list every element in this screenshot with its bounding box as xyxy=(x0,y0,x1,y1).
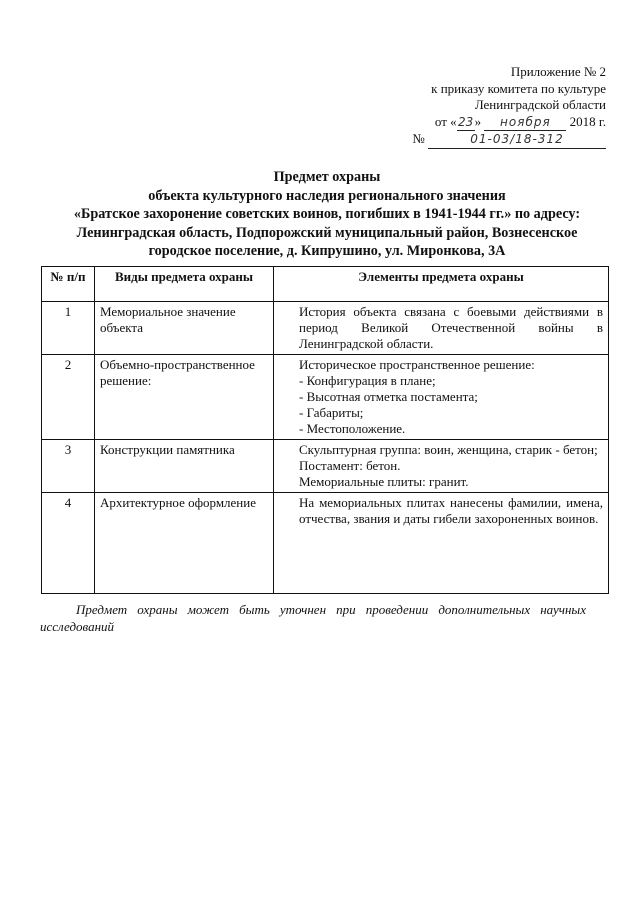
appendix-title: Приложение № 2 xyxy=(510,64,606,79)
appendix-date xyxy=(380,114,606,132)
header-num: № п/п xyxy=(42,267,95,302)
footnote: Предмет охраны может быть уточнен при проведении дополнительных научных исследований xyxy=(40,602,586,634)
title-line-5: городское поселение, д. Кипрушино, ул. Миронкова, 3А xyxy=(148,243,506,260)
element-line: На мемориальных плитах нанесены фамилии, имена, отчества, звания и даты гибели захороненных воинов. xyxy=(299,495,603,526)
row-elements xyxy=(274,302,609,355)
date-year: 2018 г. xyxy=(569,113,606,129)
title-line-3: «Братское захоронение советских воинов, погибших в 1941-1944 гг.» по адресу: xyxy=(73,206,581,223)
appendix-order-ref: к приказу комитета по культуре xyxy=(431,80,606,96)
protection-items-table xyxy=(41,266,609,594)
element-line: Скульптурная группа: воин, женщина, старик - бетон; xyxy=(299,442,598,457)
row-type: Объемно-пространственное решение: xyxy=(95,355,274,440)
table-header-row xyxy=(42,267,609,302)
element-line: - Высотная отметка постамента; xyxy=(299,389,478,404)
document-title xyxy=(40,168,614,261)
header-elements: Элементы предмета охраны xyxy=(274,267,609,302)
date-day-handwritten: 23 xyxy=(457,114,475,132)
row-type: Архитектурное оформление xyxy=(95,493,274,594)
element-line: Постамент: бетон. xyxy=(299,458,401,473)
number-handwritten: 01-03/18-312 xyxy=(428,131,606,149)
table-row xyxy=(42,440,609,493)
row-num: 1 xyxy=(42,302,95,355)
row-type: Мемориальное значение объекта xyxy=(95,302,274,355)
title-line-4: Ленинградская область, Подпорожский муниципальный район, Вознесенское xyxy=(76,224,578,241)
date-month-handwritten: ноября xyxy=(484,114,566,132)
table-row xyxy=(42,355,609,440)
appendix-block xyxy=(380,64,606,149)
element-line: - Конфигурация в плане; xyxy=(299,373,436,388)
row-num: 3 xyxy=(42,440,95,493)
title-line-2: объекта культурного наследия регионального значения xyxy=(148,187,506,204)
element-line: - Габариты; xyxy=(299,405,364,420)
row-elements xyxy=(274,355,609,440)
row-elements xyxy=(274,493,609,594)
appendix-region: Ленинградской области xyxy=(474,97,606,112)
element-line: Историческое пространственное решение: xyxy=(299,357,535,372)
row-elements xyxy=(274,440,609,493)
table-row xyxy=(42,493,609,594)
date-prefix: от « xyxy=(434,113,457,129)
element-line: История объекта связана с боевыми действиями в период Великой Отечественной войны в Ленинградской области. xyxy=(299,304,603,351)
row-type: Конструкции памятника xyxy=(95,440,274,493)
row-num: 4 xyxy=(42,493,95,594)
title-line-1: Предмет охраны xyxy=(273,169,381,185)
header-type: Виды предмета охраны xyxy=(95,267,274,302)
date-mid: » xyxy=(474,113,482,129)
row-num: 2 xyxy=(42,355,95,440)
appendix-number xyxy=(380,131,606,149)
element-line: Мемориальные плиты: гранит. xyxy=(299,474,469,489)
table-row xyxy=(42,302,609,355)
number-prefix: № xyxy=(412,131,425,146)
element-line: - Местоположение. xyxy=(299,421,406,436)
